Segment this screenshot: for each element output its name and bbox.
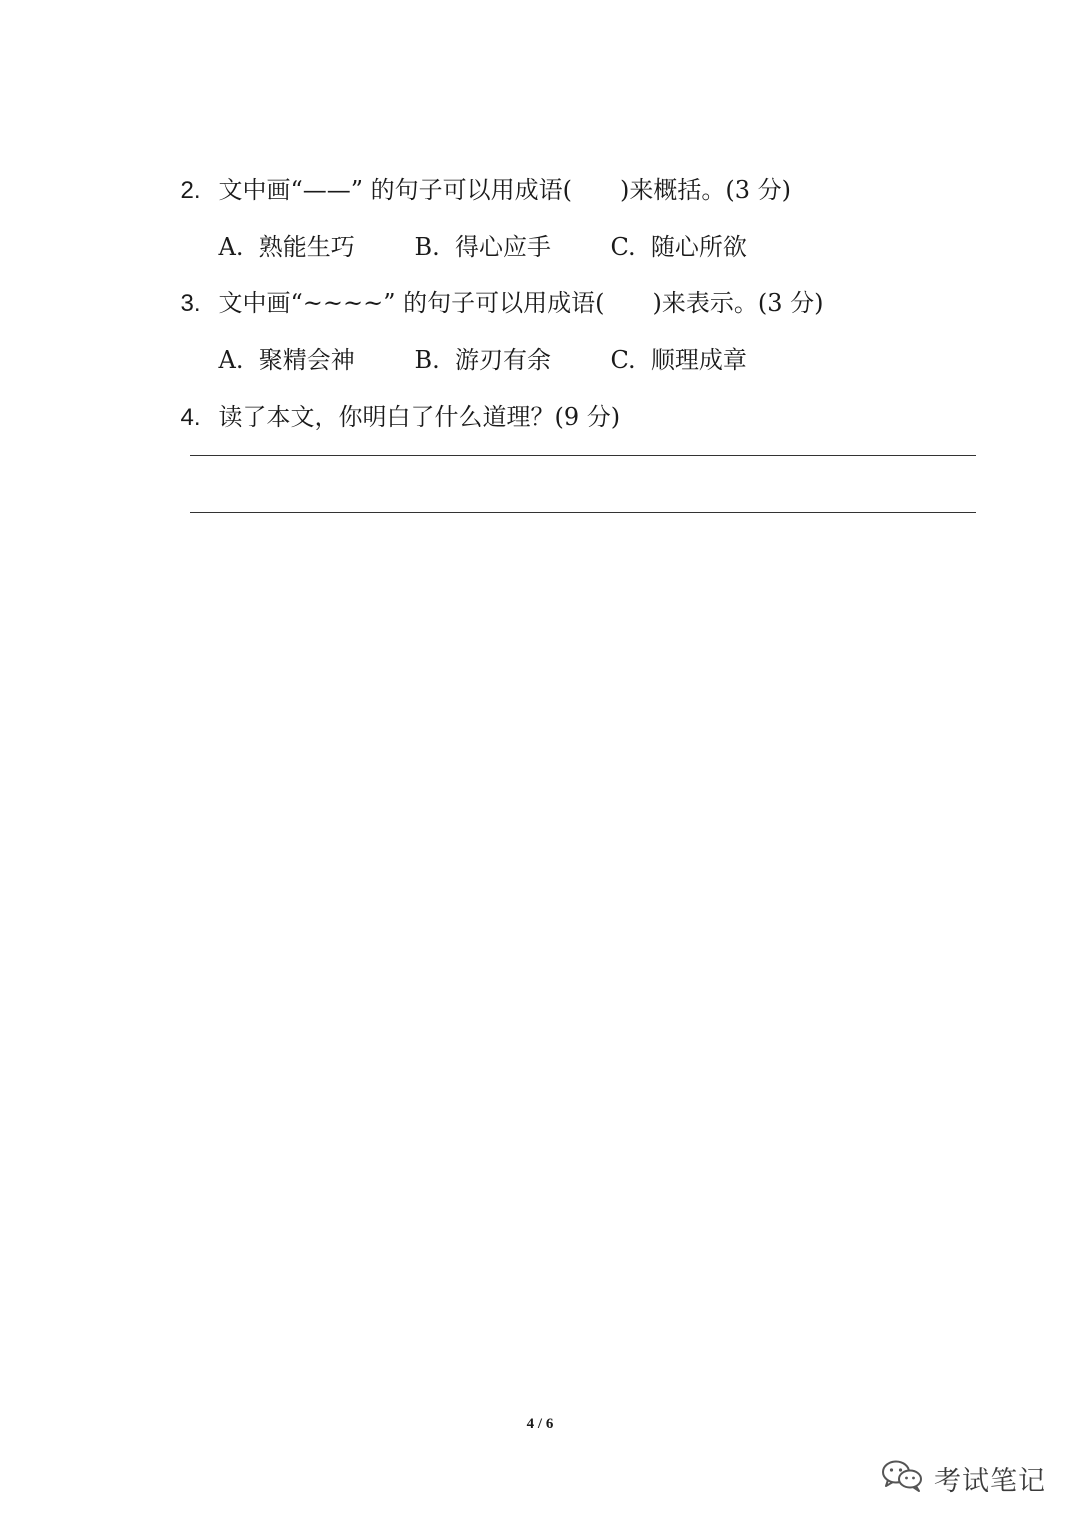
option-c[interactable]: C. 顺理成章 — [610, 346, 747, 374]
question-text: 读了本文，你明白了什么道理？(9 分) — [218, 403, 621, 431]
question-number: 2. — [180, 177, 201, 204]
watermark-text: 考试笔记 — [934, 1465, 1046, 1497]
question-text: 文中画“~~~~” 的句子可以用成语( )来表示。(3 分) — [218, 289, 824, 317]
wechat-icon — [880, 1458, 924, 1498]
option-a[interactable]: A. 熟能生巧 — [218, 233, 355, 261]
question-text: 文中画“——” 的句子可以用成语( )来概括。(3 分) — [218, 176, 792, 204]
option-b[interactable]: B. 得心应手 — [414, 233, 552, 261]
option-c[interactable]: C. 随心所欲 — [610, 233, 747, 261]
option-a[interactable]: A. 聚精会神 — [218, 346, 355, 374]
watermark — [880, 1456, 1046, 1500]
answer-line-1[interactable] — [190, 455, 976, 456]
page-number: 4 / 6 — [526, 1416, 554, 1432]
answer-line-2[interactable] — [190, 512, 976, 513]
question-number: 4. — [180, 404, 201, 431]
question-number: 3. — [180, 290, 201, 317]
option-b[interactable]: B. 游刃有余 — [414, 346, 552, 374]
question-4-stem — [150, 369, 620, 466]
